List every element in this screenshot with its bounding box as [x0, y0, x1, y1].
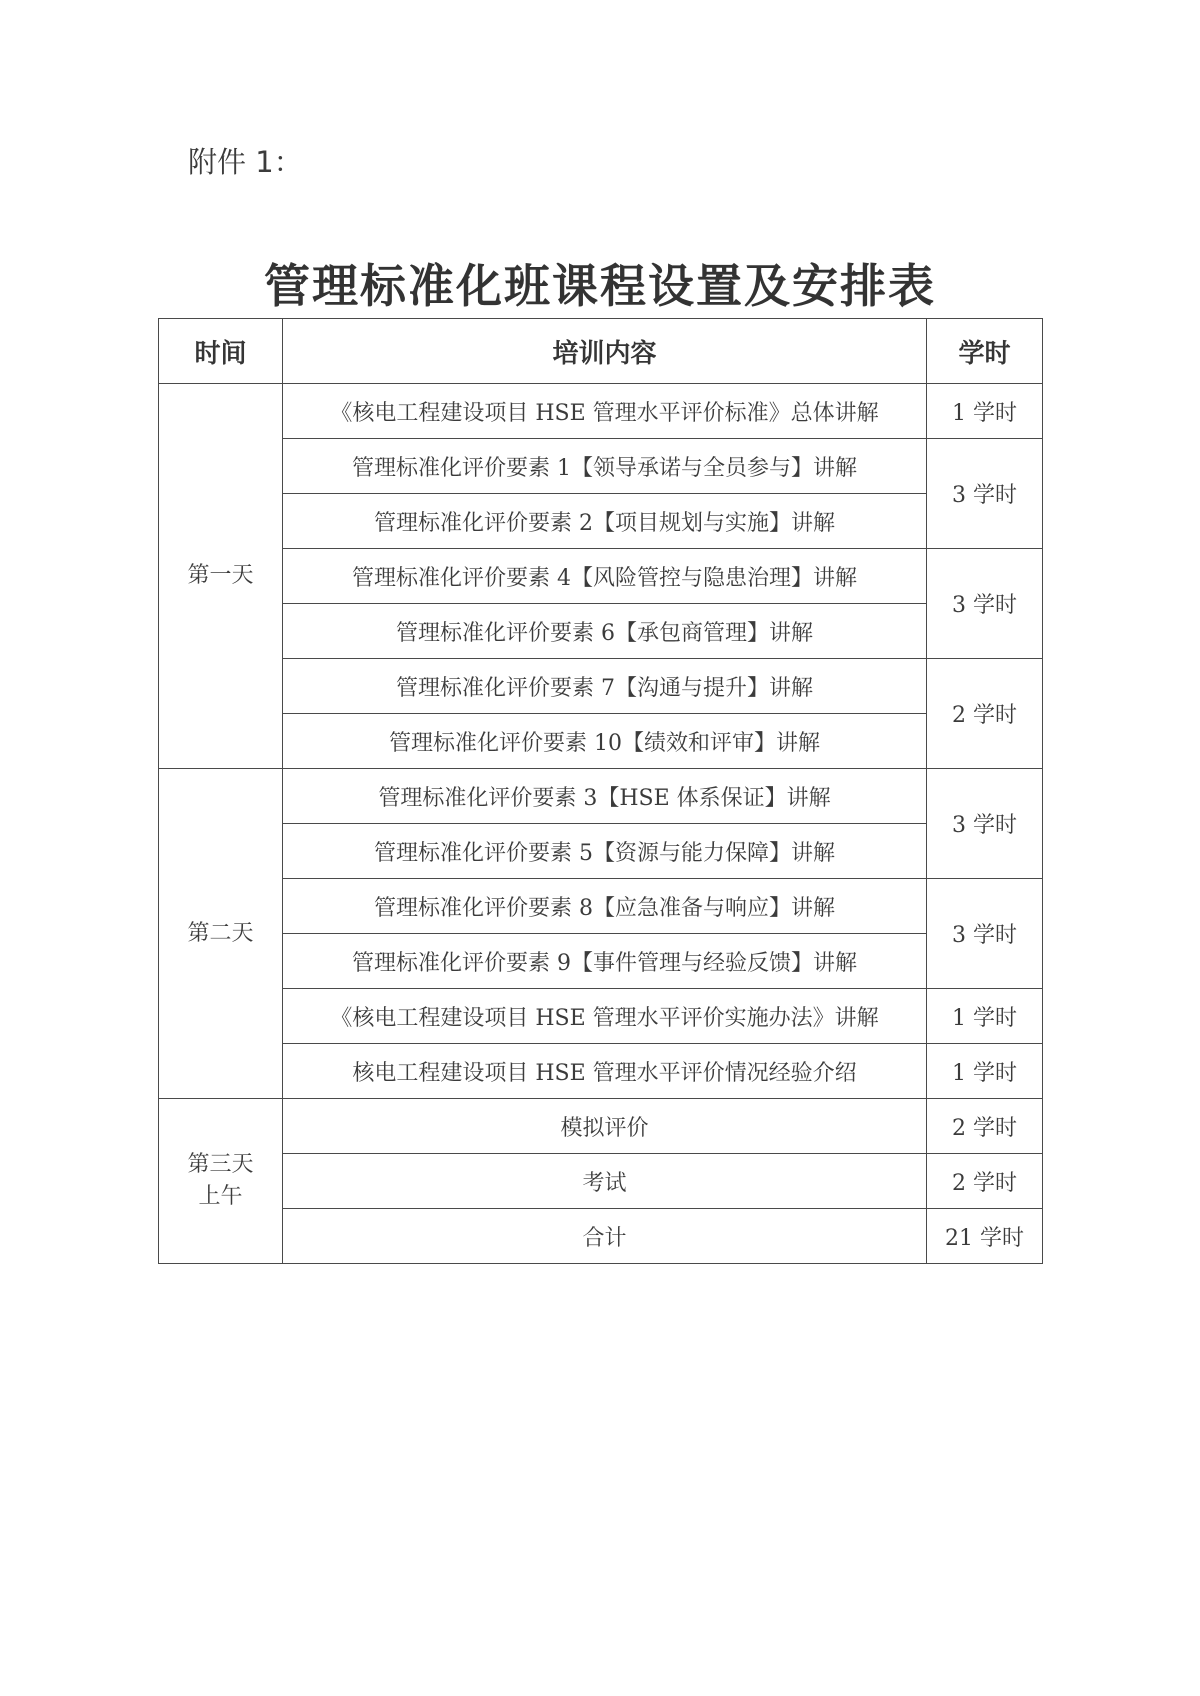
content-cell: 《核电工程建设项目 HSE 管理水平评价标准》总体讲解 [283, 384, 927, 439]
table-header-row [159, 319, 1043, 384]
hours-cell: 3 学时 [927, 439, 1043, 549]
content-cell: 考试 [283, 1154, 927, 1209]
header-time: 时间 [159, 319, 283, 384]
content-cell: 管理标准化评价要素 5【资源与能力保障】讲解 [283, 824, 927, 879]
hours-cell: 1 学时 [927, 384, 1043, 439]
table-row [159, 384, 1043, 439]
table-row [159, 934, 1043, 989]
content-cell: 管理标准化评价要素 9【事件管理与经验反馈】讲解 [283, 934, 927, 989]
content-cell: 管理标准化评价要素 7【沟通与提升】讲解 [283, 659, 927, 714]
attachment-label: 附件 1： [188, 145, 303, 179]
day-two-cell: 第二天 [159, 769, 283, 1099]
table-row [159, 1044, 1043, 1099]
hours-cell: 2 学时 [927, 1099, 1043, 1154]
table-row [159, 549, 1043, 604]
hours-cell: 3 学时 [927, 769, 1043, 879]
course-schedule-table [158, 318, 1043, 1264]
table-row [159, 439, 1043, 494]
total-label-cell: 合计 [283, 1209, 927, 1264]
table-row [159, 769, 1043, 824]
table-row [159, 659, 1043, 714]
hours-cell: 2 学时 [927, 659, 1043, 769]
total-row [159, 1209, 1043, 1264]
content-cell: 管理标准化评价要素 2【项目规划与实施】讲解 [283, 494, 927, 549]
content-cell: 模拟评价 [283, 1099, 927, 1154]
table-row [159, 604, 1043, 659]
day-three-line2: 上午 [198, 1184, 243, 1209]
table-row [159, 824, 1043, 879]
content-cell: 《核电工程建设项目 HSE 管理水平评价实施办法》讲解 [283, 989, 927, 1044]
content-cell: 管理标准化评价要素 10【绩效和评审】讲解 [283, 714, 927, 769]
day-three-line1: 第三天 [187, 1152, 254, 1177]
hours-cell: 2 学时 [927, 1154, 1043, 1209]
table-row [159, 1154, 1043, 1209]
table-row [159, 714, 1043, 769]
table-row [159, 989, 1043, 1044]
hours-cell: 1 学时 [927, 1044, 1043, 1099]
day-one-cell: 第一天 [159, 384, 283, 769]
content-cell: 管理标准化评价要素 6【承包商管理】讲解 [283, 604, 927, 659]
hours-cell: 3 学时 [927, 879, 1043, 989]
table-row [159, 1099, 1043, 1154]
content-cell: 管理标准化评价要素 8【应急准备与响应】讲解 [283, 879, 927, 934]
day-three-cell [159, 1099, 283, 1264]
header-hours: 学时 [927, 319, 1043, 384]
content-cell: 管理标准化评价要素 4【风险管控与隐患治理】讲解 [283, 549, 927, 604]
page-title: 管理标准化班课程设置及安排表 [264, 259, 936, 313]
hours-cell: 3 学时 [927, 549, 1043, 659]
header-content: 培训内容 [283, 319, 927, 384]
total-hours-cell: 21 学时 [927, 1209, 1043, 1264]
table-row [159, 879, 1043, 934]
table-row [159, 494, 1043, 549]
content-cell: 管理标准化评价要素 3【HSE 体系保证】讲解 [283, 769, 927, 824]
content-cell: 核电工程建设项目 HSE 管理水平评价情况经验介绍 [283, 1044, 927, 1099]
content-cell: 管理标准化评价要素 1【领导承诺与全员参与】讲解 [283, 439, 927, 494]
hours-cell: 1 学时 [927, 989, 1043, 1044]
